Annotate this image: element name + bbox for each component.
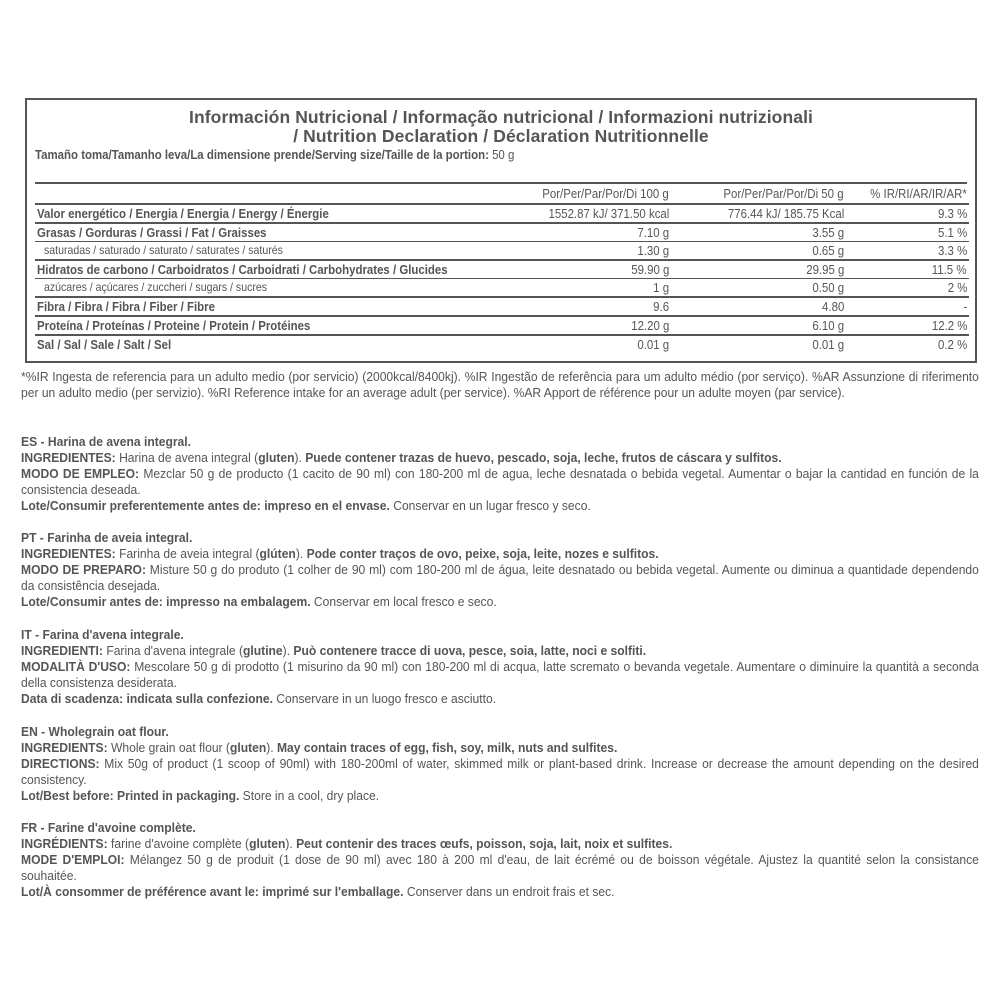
section-title: PT - Farinha de aveia integral. [21, 530, 193, 545]
value-per-100g: 1 g [653, 280, 669, 295]
ingredients-line: INGREDIENTI: Farina d'avena integrale (glutine). Può contenere tracce di uova, pesce, soia, latte, noci e solfiti. [21, 643, 647, 658]
table-row-carbohydrates [35, 260, 969, 279]
nutrition-panel [25, 98, 977, 363]
section-title: IT - Farina d'avena integrale. [21, 627, 184, 642]
value-per-100g: 1552.87 kJ/ 371.50 kcal [548, 206, 669, 221]
nutrient-label: Proteína / Proteínas / Proteine / Protein / Protéines [37, 318, 311, 333]
value-per-50g: 0.65 g [812, 243, 844, 258]
value-per-50g: 3.55 g [812, 225, 844, 240]
section-es [21, 434, 979, 514]
value-per-100g: 59.90 g [630, 262, 669, 277]
section-title: FR - Farine d'avoine complète. [21, 820, 196, 835]
storage-line: Lot/Best before: Printed in packaging. Store in a cool, dry place. [21, 788, 380, 803]
value-ri: 9.3 % [937, 206, 967, 221]
table-row-fat [35, 223, 969, 242]
value-per-50g: 776.44 kJ/ 185.75 Kcal [727, 206, 844, 221]
header-cell-reference-intake: % IR/RI/AR/IR/AR* [846, 184, 969, 204]
value-per-50g: 4.80 [821, 299, 844, 314]
value-per-100g: 0.01 g [637, 337, 669, 352]
table-row-fibre [35, 297, 969, 316]
table-row-energy [35, 204, 969, 223]
reference-intake-footnote: *%IR Ingesta de referencia para un adulto medio (por servicio) (2000kcal/8400kj). %IR Ingestão de referência para um adulto médio (por serviço). %AR Assunzione di riferimento per un adulto medio (per servizio). %RI Reference intake for an average adult (per service). %AR Apport de référence pour un adulte moyen (par service). [21, 369, 979, 400]
nutrient-label: Valor energético / Energia / Energia / Energy / Énergie [37, 206, 329, 221]
nutrition-title-line-2: / Nutrition Declaration / Déclaration Nutritionnelle [293, 126, 709, 146]
value-per-100g: 1.30 g [637, 243, 669, 258]
section-pt [21, 530, 979, 610]
ingredients-line: INGRÉDIENTS: farine d'avoine complète (gluten). Peut contenir des traces œufs, poisson, soja, lait, noix et sulfites. [21, 836, 673, 851]
value-ri: 0.2 % [937, 337, 967, 352]
serving-size-value: 50 g [488, 147, 515, 162]
storage-line: Data di scadenza: indicata sulla confezione. Conservare in un luogo fresco e asciutto. [21, 691, 497, 706]
value-per-100g: 7.10 g [637, 225, 669, 240]
nutrient-label: saturadas / saturado / saturato / saturates / saturés [44, 243, 283, 257]
section-title: ES - Harina de avena integral. [21, 434, 192, 449]
section-fr [21, 820, 979, 900]
nutrition-title-line-1: Información Nutricional / Informação nutricional / Informazioni nutrizionali [188, 107, 814, 127]
value-ri: 11.5 % [932, 262, 967, 277]
value-per-100g: 9.6 [653, 299, 669, 314]
serving-size [35, 147, 514, 163]
nutrient-label: azúcares / açúcares / zuccheri / sugars / sucres [44, 280, 268, 294]
header-cell-nutrient [35, 184, 523, 204]
value-ri: 3.3 % [937, 243, 967, 258]
storage-line: Lot/À consommer de préférence avant le: imprimé sur l'emballage. Conserver dans un endroit frais et sec. [21, 884, 615, 899]
value-per-50g: 0.50 g [812, 280, 844, 295]
table-row-salt [35, 335, 969, 353]
directions-line: MODALITÀ D'USO: Mescolare 50 g di prodotto (1 misurino da 90 ml) con 180-200 ml di acqua, latte scremato o bevanda vegetale. Aumentare o diminuire la quantità a seconda della consistenza desiderata. [21, 659, 979, 690]
nutrient-label: Hidratos de carbono / Carboidratos / Carboidrati / Carbohydrates / Glucides [37, 262, 448, 277]
directions-line: MODO DE PREPARO: Misture 50 g do produto (1 colher de 90 ml) com 180-200 ml de água, leite desnatado ou bebida vegetal. Aumente ou diminua a quantidade dependendo da consistência desejada. [21, 562, 979, 593]
value-ri: 12.2 % [931, 318, 967, 333]
value-per-50g: 0.01 g [812, 337, 844, 352]
table-row-saturates [35, 242, 969, 261]
serving-size-label: Tamaño toma/Tamanho leva/La dimensione prende/Serving size/Taille de la portion: [35, 147, 489, 162]
value-per-50g: 6.10 g [812, 318, 844, 333]
header-cell-per-100g: Por/Per/Par/Por/Di 100 g [523, 184, 671, 204]
section-en [21, 724, 979, 804]
section-it [21, 627, 979, 707]
table-row-protein [35, 316, 969, 335]
directions-line: MODE D'EMPLOI: Mélangez 50 g de produit (1 dose de 90 ml) avec 180 à 200 ml d'eau, de lait écrémé ou de boisson végétale. Ajustez la quantité selon la consistance souhaitée. [21, 852, 979, 883]
storage-line: Lote/Consumir antes de: impresso na embalagem. Conservar em local fresco e seco. [21, 594, 497, 609]
value-per-100g: 12.20 g [630, 318, 669, 333]
nutrition-table [35, 184, 969, 353]
ingredients-line: INGREDIENTS: Whole grain oat flour (gluten). May contain traces of egg, fish, soy, milk, nuts and sulfites. [21, 740, 618, 755]
ingredients-line: INGREDIENTES: Farinha de aveia integral (glúten). Pode conter traços de ovo, peixe, soja, leite, nozes e sulfitos. [21, 546, 659, 561]
value-ri: 5.1 % [937, 225, 967, 240]
table-row-sugars [35, 279, 969, 298]
value-per-50g: 29.95 g [805, 262, 844, 277]
storage-line: Lote/Consumir preferentemente antes de: impreso en el envase. Conservar en un lugar fresco y seco. [21, 498, 591, 513]
nutrient-label: Sal / Sal / Sale / Salt / Sel [37, 337, 172, 352]
value-ri: 2 % [947, 280, 967, 295]
header-cell-per-50g: Por/Per/Par/Por/Di 50 g [671, 184, 846, 204]
table-header-row [35, 184, 969, 204]
nutrient-label: Grasas / Gorduras / Grassi / Fat / Graisses [37, 225, 267, 240]
value-ri: - [963, 299, 967, 314]
nutrient-label: Fibra / Fibra / Fibra / Fiber / Fibre [37, 299, 215, 314]
directions-line: MODO DE EMPLEO: Mezclar 50 g de producto (1 cacito de 90 ml) con 180-200 ml de agua, leche desnatada o bebida vegetal. Aumentar o bajar la cantidad en función de la consistencia deseada. [21, 466, 979, 497]
directions-line: DIRECTIONS: Mix 50g of product (1 scoop of 90ml) with 180-200ml of water, skimmed milk or plant-based drink. Increase or decrease the amount depending on the desired consistency. [21, 756, 979, 787]
section-title: EN - Wholegrain oat flour. [21, 724, 169, 739]
ingredients-line: INGREDIENTES: Harina de avena integral (gluten). Puede contener trazas de huevo, pescado, soja, leche, frutos de cáscara y sulfitos. [21, 450, 782, 465]
